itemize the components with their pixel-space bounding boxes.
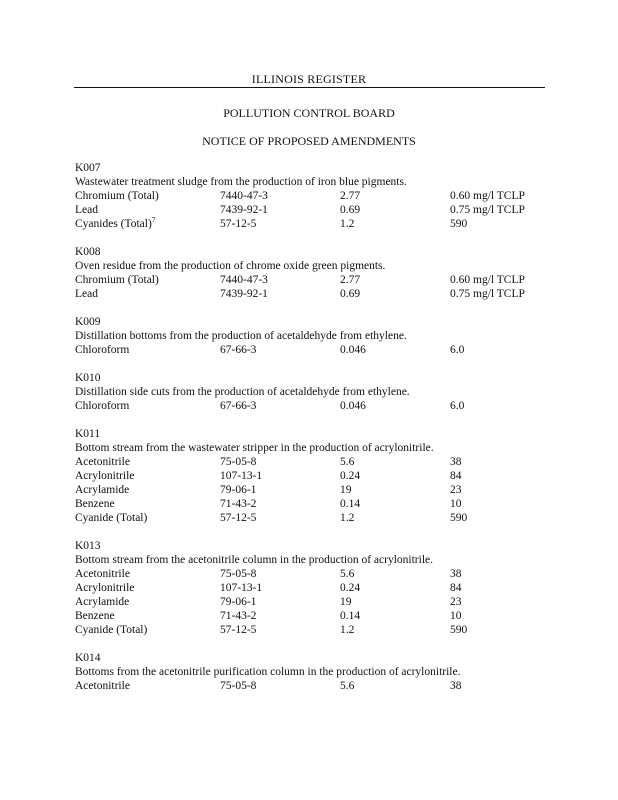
cas-number: 79-06-1 [220, 484, 257, 496]
waste-code: K013 [75, 540, 101, 552]
waste-description: Distillation side cuts from the production of acetaldehyde from ethylene. [75, 386, 410, 398]
waste-code: K007 [75, 162, 101, 174]
constituent-row [75, 217, 545, 231]
constituent-row [75, 497, 545, 511]
cas-number: 75-05-8 [220, 568, 257, 580]
waste-code-list [75, 161, 545, 707]
wastewater-concentration: 5.6 [340, 568, 355, 580]
waste-section-k011 [75, 427, 545, 525]
constituent-row [75, 567, 545, 581]
cas-number: 7439-92-1 [220, 288, 268, 300]
constituent-name [75, 217, 155, 231]
constituent-name [75, 189, 159, 203]
wastewater-concentration: 1.2 [340, 218, 355, 230]
wastewater-concentration: 0.69 [340, 204, 361, 216]
constituent-row [75, 511, 545, 525]
waste-section-k010 [75, 371, 545, 413]
wastewater-concentration: 0.14 [340, 610, 361, 622]
constituent-name [75, 287, 98, 301]
wastewater-concentration: 1.2 [340, 624, 355, 636]
constituent-row [75, 343, 545, 357]
cas-number: 7440-47-3 [220, 274, 268, 286]
constituent-row [75, 203, 545, 217]
constituent-name-text: Lead [75, 288, 98, 300]
cas-number: 71-43-2 [220, 610, 257, 622]
cas-number: 7440-47-3 [220, 190, 268, 202]
cas-number: 7439-92-1 [220, 204, 268, 216]
waste-section-k007 [75, 161, 545, 231]
wastewater-concentration: 0.24 [340, 470, 361, 482]
cas-number: 75-05-8 [220, 680, 257, 692]
constituent-row [75, 287, 545, 301]
nonwastewater-concentration: 6.0 [450, 344, 465, 356]
wastewater-concentration: 0.24 [340, 582, 361, 594]
constituent-row [75, 469, 545, 483]
constituent-name [75, 399, 129, 413]
waste-description: Distillation bottoms from the production of acetaldehyde from ethylene. [75, 330, 407, 342]
nonwastewater-concentration: 38 [450, 568, 462, 580]
nonwastewater-concentration: 590 [450, 512, 468, 524]
waste-section-k014 [75, 651, 545, 693]
wastewater-concentration: 2.77 [340, 190, 361, 202]
constituent-name-text: Chromium (Total) [75, 190, 159, 202]
nonwastewater-concentration: 23 [450, 596, 462, 608]
nonwastewater-concentration: 0.75 mg/l TCLP [450, 204, 525, 216]
waste-description: Oven residue from the production of chrome oxide green pigments. [75, 260, 386, 272]
constituent-name [75, 679, 130, 693]
agency-name: POLLUTION CONTROL BOARD [223, 106, 395, 120]
nonwastewater-concentration: 38 [450, 680, 462, 692]
constituent-name [75, 483, 129, 497]
waste-code: K009 [75, 316, 101, 328]
nonwastewater-concentration: 0.60 mg/l TCLP [450, 274, 525, 286]
nonwastewater-concentration: 0.75 mg/l TCLP [450, 288, 525, 300]
footnote-marker: 7 [151, 216, 156, 225]
cas-number: 57-12-5 [220, 512, 257, 524]
waste-section-k009 [75, 315, 545, 357]
constituent-name-text: Cyanide (Total) [75, 624, 148, 636]
cas-number: 57-12-5 [220, 624, 257, 636]
constituent-name-text: Acrylonitrile [75, 582, 135, 594]
cas-number: 57-12-5 [220, 218, 257, 230]
waste-section-k013 [75, 539, 545, 637]
waste-code: K010 [75, 372, 101, 384]
constituent-row [75, 679, 545, 693]
constituent-row [75, 483, 545, 497]
cas-number: 71-43-2 [220, 498, 257, 510]
cas-number: 67-66-3 [220, 344, 257, 356]
wastewater-concentration: 0.046 [340, 400, 366, 412]
constituent-name-text: Benzene [75, 498, 115, 510]
constituent-name [75, 595, 129, 609]
constituent-name-text: Acetonitrile [75, 568, 130, 580]
constituent-name-text: Chloroform [75, 400, 130, 412]
constituent-name-text: Acetonitrile [75, 680, 130, 692]
constituent-name-text: Benzene [75, 610, 115, 622]
wastewater-concentration: 5.6 [340, 456, 355, 468]
constituent-row [75, 273, 545, 287]
waste-description: Bottom stream from the acetonitrile column in the production of acrylonitrile. [75, 554, 433, 566]
constituent-name-text: Acrylamide [75, 484, 130, 496]
constituent-name [75, 343, 129, 357]
cas-number: 67-66-3 [220, 400, 257, 412]
header-rule [74, 87, 545, 88]
wastewater-concentration: 0.69 [340, 288, 361, 300]
constituent-row [75, 609, 545, 623]
constituent-name-text: Cyanide (Total) [75, 512, 148, 524]
wastewater-concentration: 0.14 [340, 498, 361, 510]
nonwastewater-concentration: 10 [450, 498, 462, 510]
wastewater-concentration: 5.6 [340, 680, 355, 692]
constituent-name [75, 567, 130, 581]
constituent-row [75, 623, 545, 637]
constituent-row [75, 455, 545, 469]
notice-title: NOTICE OF PROPOSED AMENDMENTS [202, 134, 416, 148]
cas-number: 107-13-1 [220, 470, 263, 482]
wastewater-concentration: 0.046 [340, 344, 366, 356]
cas-number: 75-05-8 [220, 456, 257, 468]
constituent-name [75, 497, 115, 511]
waste-code: K008 [75, 246, 101, 258]
nonwastewater-concentration: 84 [450, 470, 462, 482]
cas-number: 79-06-1 [220, 596, 257, 608]
wastewater-concentration: 19 [340, 596, 352, 608]
constituent-name-text: Chromium (Total) [75, 274, 159, 286]
nonwastewater-concentration: 10 [450, 610, 462, 622]
constituent-name-text: Cyanides (Total) [75, 218, 152, 230]
nonwastewater-concentration: 590 [450, 218, 468, 230]
nonwastewater-concentration: 590 [450, 624, 468, 636]
constituent-name [75, 623, 147, 637]
nonwastewater-concentration: 84 [450, 582, 462, 594]
nonwastewater-concentration: 0.60 mg/l TCLP [450, 190, 525, 202]
wastewater-concentration: 2.77 [340, 274, 361, 286]
waste-code: K011 [75, 428, 101, 440]
constituent-name [75, 203, 98, 217]
constituent-name [75, 609, 115, 623]
nonwastewater-concentration: 38 [450, 456, 462, 468]
constituent-name [75, 273, 159, 287]
waste-description: Bottoms from the acetonitrile purification column in the production of acrylonitrile. [75, 666, 461, 678]
constituent-name-text: Lead [75, 204, 98, 216]
waste-code: K014 [75, 652, 101, 664]
constituent-name [75, 455, 130, 469]
constituent-name-text: Acrylamide [75, 596, 130, 608]
constituent-name [75, 511, 147, 525]
constituent-row [75, 399, 545, 413]
waste-section-k008 [75, 245, 545, 301]
wastewater-concentration: 19 [340, 484, 352, 496]
constituent-name-text: Acetonitrile [75, 456, 130, 468]
waste-description: Wastewater treatment sludge from the production of iron blue pigments. [75, 176, 407, 188]
waste-description: Bottom stream from the wastewater stripper in the production of acrylonitrile. [75, 442, 434, 454]
constituent-name-text: Acrylonitrile [75, 470, 135, 482]
cas-number: 107-13-1 [220, 582, 263, 594]
register-title: ILLINOIS REGISTER [251, 72, 367, 86]
constituent-name [75, 581, 134, 595]
constituent-name-text: Chloroform [75, 344, 130, 356]
nonwastewater-concentration: 23 [450, 484, 462, 496]
constituent-name [75, 469, 134, 483]
nonwastewater-concentration: 6.0 [450, 400, 465, 412]
constituent-row [75, 189, 545, 203]
wastewater-concentration: 1.2 [340, 512, 355, 524]
constituent-row [75, 581, 545, 595]
constituent-row [75, 595, 545, 609]
